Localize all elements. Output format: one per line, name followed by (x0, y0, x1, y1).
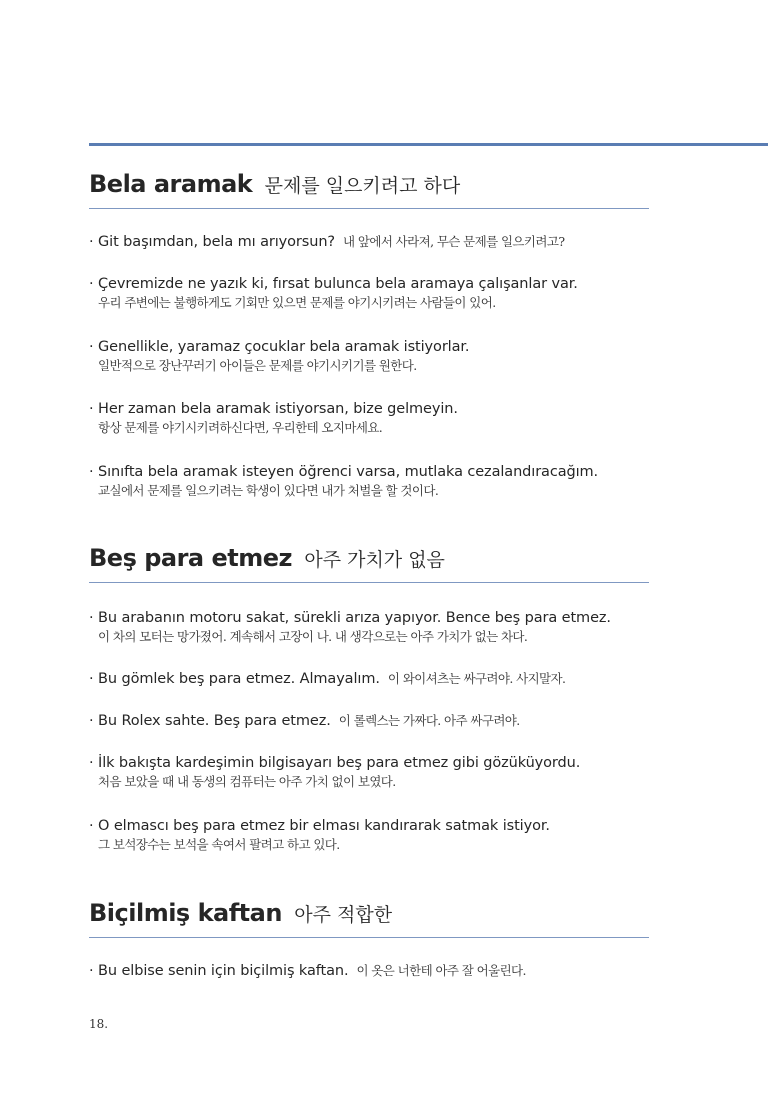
section-bicilmis-kaftan (89, 895, 649, 979)
example-item (89, 398, 659, 437)
example-item (89, 273, 659, 312)
idiom-meaning: 아주 가치가 없음 (304, 549, 445, 571)
section-heading (89, 895, 649, 938)
example-item (89, 231, 659, 252)
example-item (89, 752, 659, 791)
example-korean: 내 앞에서 사라져, 무슨 문제를 일으키려고? (343, 234, 565, 249)
example-turkish: · Genellikle, yaramaz çocuklar bela aramak istiyorlar. (89, 339, 470, 355)
example-turkish: · Bu arabanın motoru sakat, sürekli arıza yapıyor. Bence beş para etmez. (89, 610, 611, 626)
example-korean: 이 옷은 너한테 아주 잘 어울린다. (356, 963, 526, 978)
example-korean: 일반적으로 장난꾸러기 아이들은 문제를 야기시키기를 원한다. (98, 358, 417, 373)
example-item (89, 815, 659, 854)
idiom-meaning: 문제를 일으키려고 하다 (264, 175, 461, 197)
example-item (89, 668, 659, 689)
example-item (89, 607, 659, 646)
example-turkish: · İlk bakışta kardeşimin bilgisayarı beş para etmez gibi gözüküyordu. (89, 755, 581, 771)
example-korean: 이 와이셔츠는 싸구려야. 사지말자. (387, 671, 566, 686)
idiom-title: Bela aramak (89, 170, 253, 198)
example-turkish: · Çevremizde ne yazık ki, fırsat bulunca bela aramaya çalışanlar var. (89, 276, 578, 292)
example-turkish: · Bu elbise senin için biçilmiş kaftan. (89, 963, 349, 979)
example-item (89, 960, 659, 981)
section-bes-para-etmez (89, 540, 649, 852)
example-turkish: · O elmascı beş para etmez bir elması kandırarak satmak istiyor. (89, 818, 550, 834)
example-turkish: · Her zaman bela aramak istiyorsan, bize gelmeyin. (89, 401, 458, 417)
example-item (89, 710, 659, 731)
idiom-title: Biçilmiş kaftan (89, 899, 282, 927)
example-korean: 우리 주변에는 불행하게도 기회만 있으면 문제를 야기시키려는 사람들이 있어. (98, 295, 496, 310)
page-number: 18. (89, 1017, 109, 1031)
section-heading (89, 166, 649, 209)
idiom-title: Beş para etmez (89, 544, 292, 572)
example-turkish: · Bu Rolex sahte. Beş para etmez. (89, 713, 331, 729)
example-korean: 항상 문제를 야기시키려하신다면, 우리한테 오지마세요. (98, 420, 383, 435)
example-turkish: · Git başımdan, bela mı arıyorsun? (89, 234, 336, 250)
section-heading (89, 540, 649, 583)
idiom-meaning: 아주 적합한 (294, 904, 393, 926)
example-item (89, 336, 659, 375)
example-korean: 이 롤렉스는 가짜다. 아주 싸구려야. (338, 713, 520, 728)
example-korean: 교실에서 문제를 일으키려는 학생이 있다면 내가 처벌을 할 것이다. (98, 483, 439, 498)
top-rule (89, 143, 768, 146)
example-turkish: · Bu gömlek beş para etmez. Almayalım. (89, 671, 380, 687)
example-item (89, 461, 659, 500)
example-korean: 이 차의 모터는 망가졌어. 계속해서 고장이 나. 내 생각으로는 아주 가치가 없는 차다. (98, 629, 528, 644)
example-turkish: · Sınıfta bela aramak isteyen öğrenci varsa, mutlaka cezalandıracağım. (89, 464, 599, 480)
example-korean: 처음 보았을 때 내 동생의 컴퓨터는 아주 가치 없이 보였다. (98, 774, 396, 789)
section-bela-aramak (89, 166, 649, 498)
example-korean: 그 보석장수는 보석을 속여서 팔려고 하고 있다. (98, 837, 340, 852)
